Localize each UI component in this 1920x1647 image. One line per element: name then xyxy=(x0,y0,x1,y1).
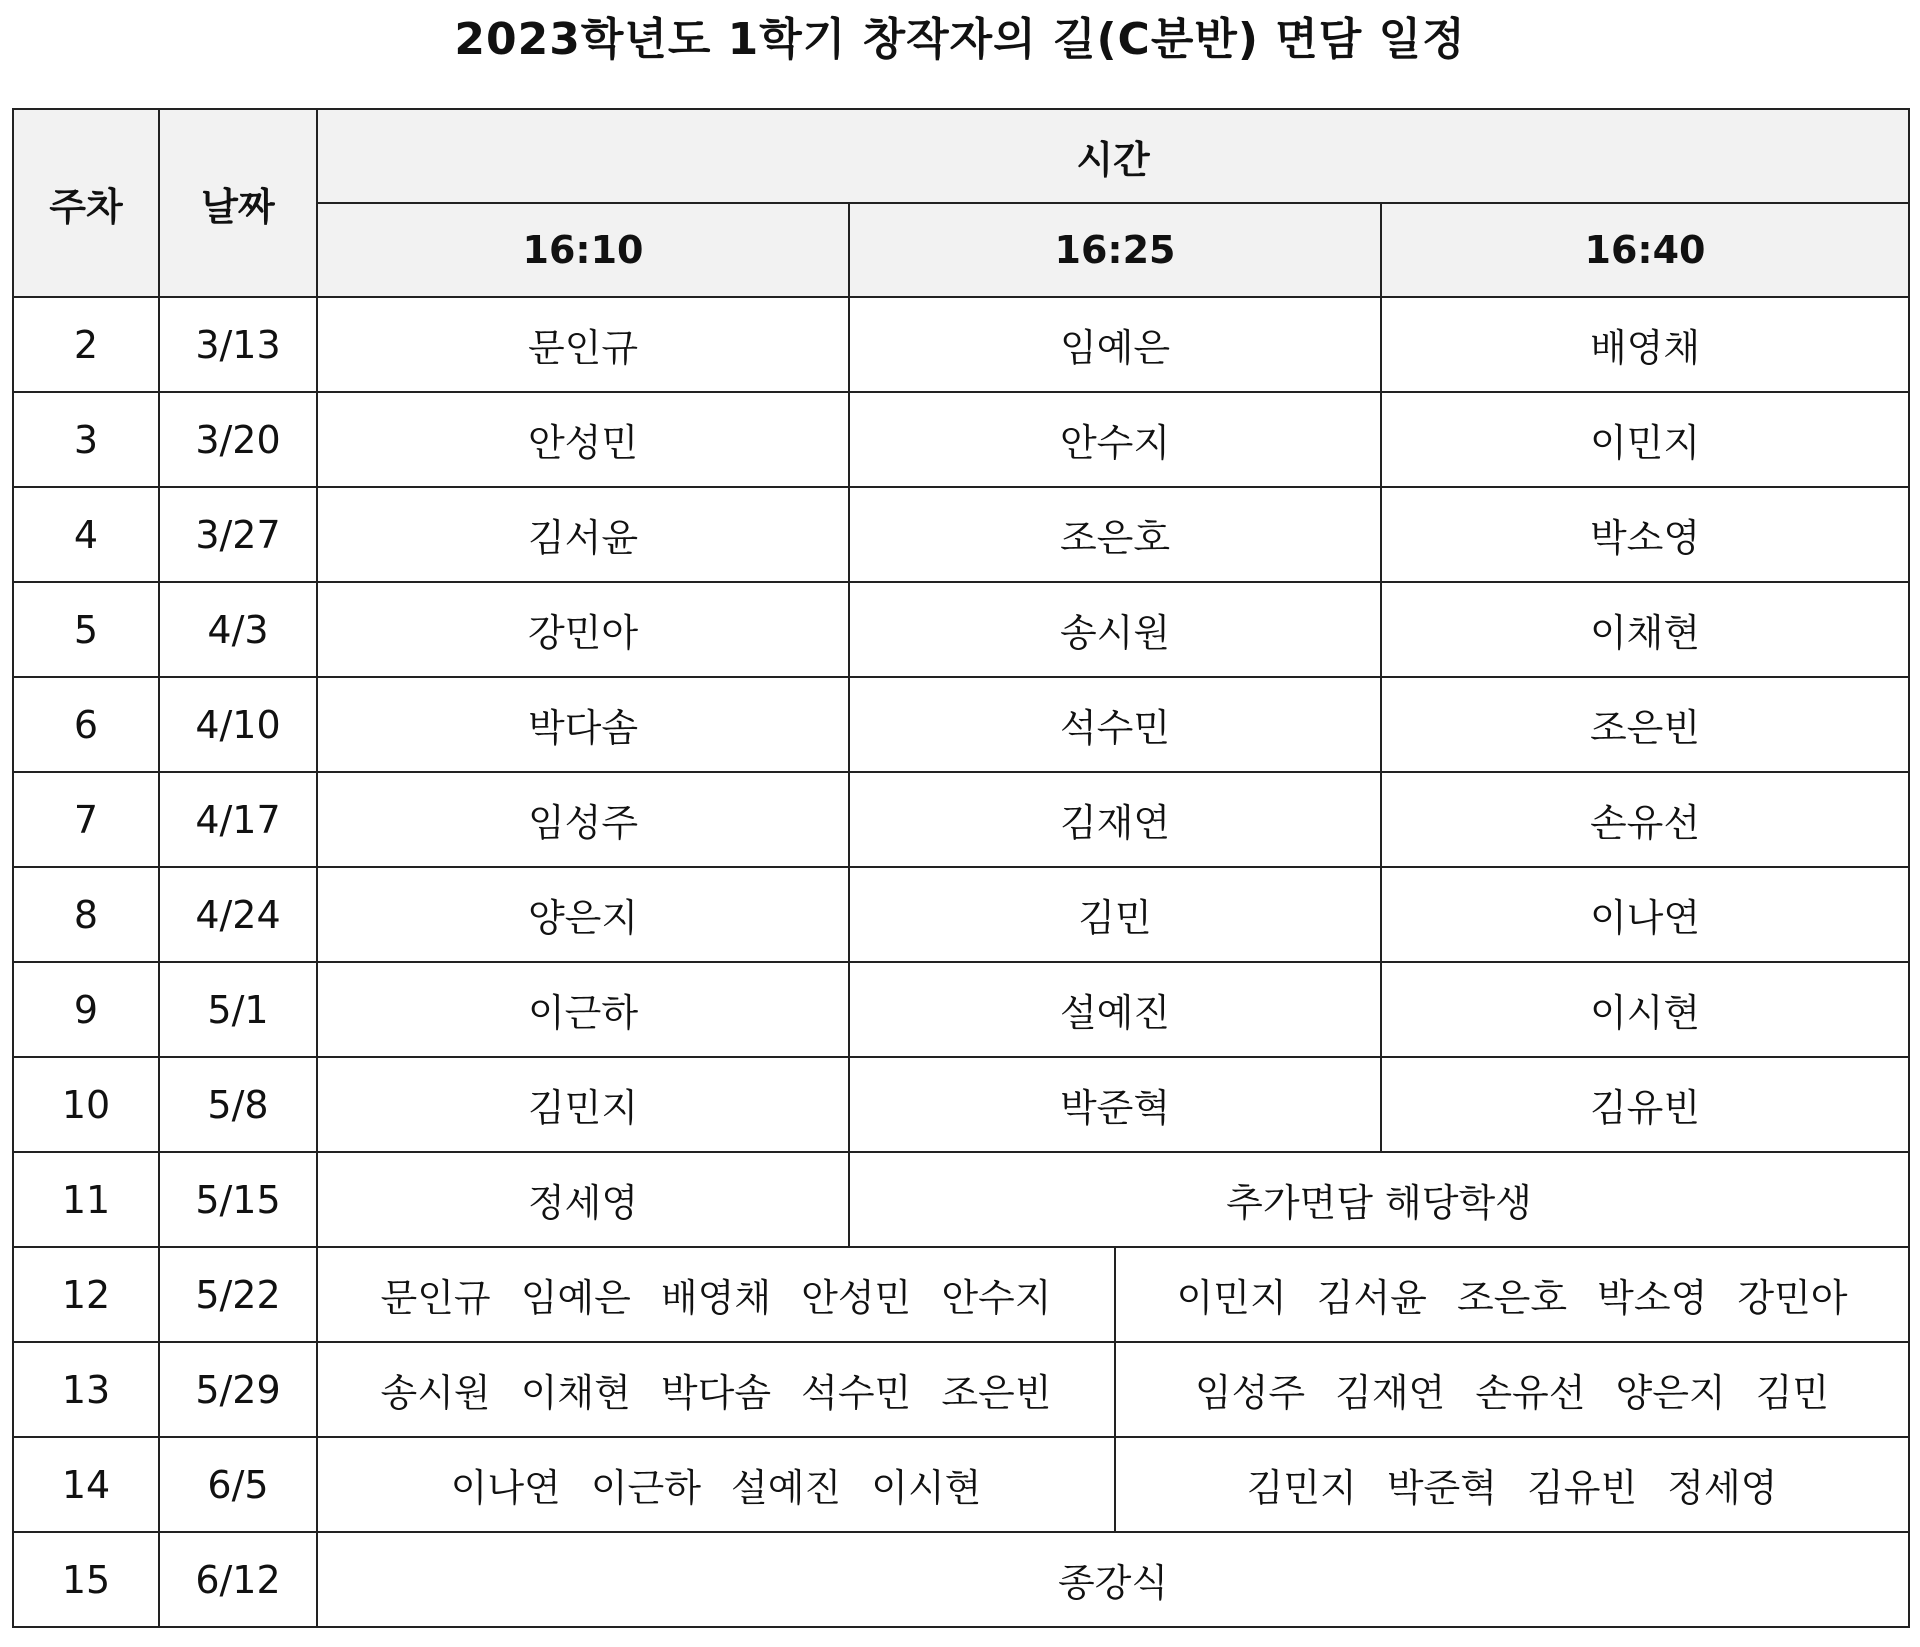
group-left-cell: 이나연 이근하 설예진 이시현 xyxy=(317,1437,1115,1532)
slot-cell: 송시원 xyxy=(849,582,1381,677)
table-row xyxy=(13,962,1909,1057)
slot-cell: 이시현 xyxy=(1381,962,1909,1057)
slot-cell: 이민지 xyxy=(1381,392,1909,487)
table-row xyxy=(13,1247,1909,1342)
slot-cell: 김서윤 xyxy=(317,487,849,582)
slot-cell: 김민 xyxy=(849,867,1381,962)
week-cell: 14 xyxy=(13,1437,159,1532)
date-cell: 4/10 xyxy=(159,677,317,772)
final-lecture-cell: 종강식 xyxy=(317,1532,1909,1627)
slot-cell: 임예은 xyxy=(849,297,1381,392)
week-cell: 2 xyxy=(13,297,159,392)
slot-cell: 강민아 xyxy=(317,582,849,677)
slot-cell: 김유빈 xyxy=(1381,1057,1909,1152)
week-cell: 7 xyxy=(13,772,159,867)
group-right-cell: 김민지 박준혁 김유빈 정세영 xyxy=(1115,1437,1909,1532)
week-cell: 15 xyxy=(13,1532,159,1627)
header-slot-3: 16:40 xyxy=(1381,203,1909,297)
slot-cell: 석수민 xyxy=(849,677,1381,772)
header-slot-2: 16:25 xyxy=(849,203,1381,297)
header-week: 주차 xyxy=(13,109,159,297)
slot-cell: 손유선 xyxy=(1381,772,1909,867)
table-row xyxy=(13,297,1909,392)
group-right-cell: 임성주 김재연 손유선 양은지 김민 xyxy=(1115,1342,1909,1437)
date-cell: 5/29 xyxy=(159,1342,317,1437)
slot-cell: 안수지 xyxy=(849,392,1381,487)
slot-cell: 이나연 xyxy=(1381,867,1909,962)
slot-cell: 양은지 xyxy=(317,867,849,962)
week-cell: 11 xyxy=(13,1152,159,1247)
week-cell: 13 xyxy=(13,1342,159,1437)
table-row xyxy=(13,392,1909,487)
week-cell: 10 xyxy=(13,1057,159,1152)
header-slot-1: 16:10 xyxy=(317,203,849,297)
date-cell: 3/13 xyxy=(159,297,317,392)
header-date: 날짜 xyxy=(159,109,317,297)
extra-interview-cell: 추가면담 해당학생 xyxy=(849,1152,1909,1247)
slot-cell: 조은호 xyxy=(849,487,1381,582)
header-time: 시간 xyxy=(317,109,1909,203)
table-row xyxy=(13,1152,1909,1247)
week-cell: 4 xyxy=(13,487,159,582)
slot-cell: 이근하 xyxy=(317,962,849,1057)
slot-cell: 김재연 xyxy=(849,772,1381,867)
date-cell: 5/8 xyxy=(159,1057,317,1152)
table-row xyxy=(13,1532,1909,1627)
slot-cell: 임성주 xyxy=(317,772,849,867)
date-cell: 5/1 xyxy=(159,962,317,1057)
date-cell: 3/20 xyxy=(159,392,317,487)
date-cell: 4/3 xyxy=(159,582,317,677)
week-cell: 9 xyxy=(13,962,159,1057)
date-cell: 6/12 xyxy=(159,1532,317,1627)
date-cell: 3/27 xyxy=(159,487,317,582)
week-cell: 5 xyxy=(13,582,159,677)
interview-schedule-table xyxy=(12,108,1910,1628)
slot-cell: 정세영 xyxy=(317,1152,849,1247)
slot-cell: 설예진 xyxy=(849,962,1381,1057)
slot-cell: 김민지 xyxy=(317,1057,849,1152)
date-cell: 4/17 xyxy=(159,772,317,867)
table-row xyxy=(13,582,1909,677)
table-row xyxy=(13,677,1909,772)
table-row xyxy=(13,1342,1909,1437)
group-left-cell: 문인규 임예은 배영채 안성민 안수지 xyxy=(317,1247,1115,1342)
week-cell: 12 xyxy=(13,1247,159,1342)
table-row xyxy=(13,1057,1909,1152)
slot-cell: 박준혁 xyxy=(849,1057,1381,1152)
slot-cell: 박소영 xyxy=(1381,487,1909,582)
date-cell: 6/5 xyxy=(159,1437,317,1532)
table-row xyxy=(13,1437,1909,1532)
date-cell: 5/22 xyxy=(159,1247,317,1342)
slot-cell: 안성민 xyxy=(317,392,849,487)
page-title: 2023학년도 1학기 창작자의 길(C분반) 면담 일정 xyxy=(454,14,1466,65)
slot-cell: 박다솜 xyxy=(317,677,849,772)
table-row xyxy=(13,772,1909,867)
week-cell: 6 xyxy=(13,677,159,772)
week-cell: 8 xyxy=(13,867,159,962)
slot-cell: 배영채 xyxy=(1381,297,1909,392)
slot-cell: 조은빈 xyxy=(1381,677,1909,772)
slot-cell: 이채현 xyxy=(1381,582,1909,677)
group-right-cell: 이민지 김서윤 조은호 박소영 강민아 xyxy=(1115,1247,1909,1342)
table-row xyxy=(13,487,1909,582)
group-left-cell: 송시원 이채현 박다솜 석수민 조은빈 xyxy=(317,1342,1115,1437)
date-cell: 4/24 xyxy=(159,867,317,962)
table-row xyxy=(13,867,1909,962)
week-cell: 3 xyxy=(13,392,159,487)
date-cell: 5/15 xyxy=(159,1152,317,1247)
slot-cell: 문인규 xyxy=(317,297,849,392)
